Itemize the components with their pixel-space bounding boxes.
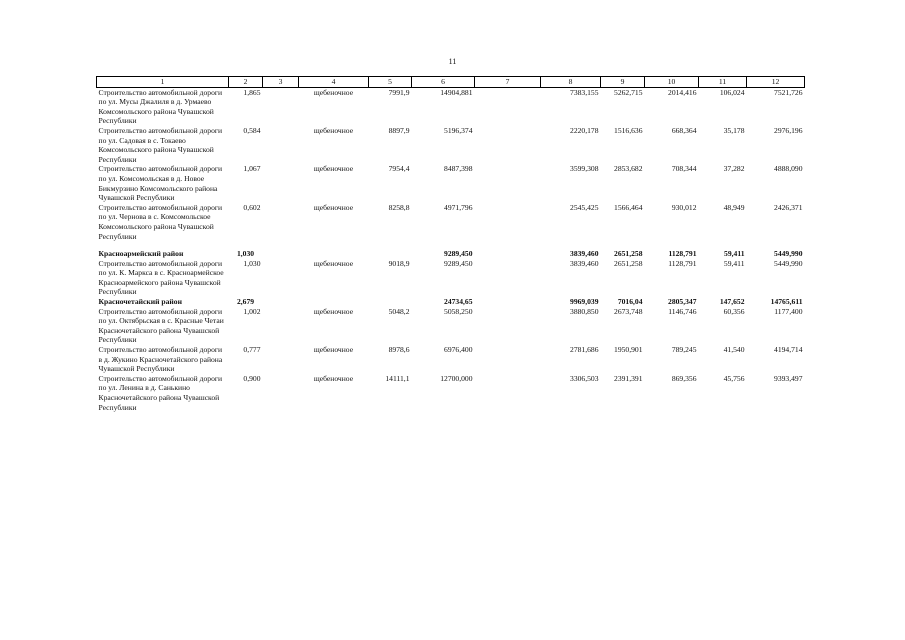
value-cell-col-7 bbox=[475, 307, 541, 345]
value-cell-col-2: 0,602 bbox=[243, 202, 261, 212]
value-cell-col-6: 6976,400 bbox=[444, 345, 473, 355]
table-row bbox=[97, 203, 805, 241]
value-cell-col-11: 147,652 bbox=[719, 297, 745, 307]
value-cell-col-3 bbox=[263, 259, 299, 297]
value-cell-col-4: щебеночное bbox=[313, 87, 354, 97]
value-cell-col-12: 14765,611 bbox=[770, 297, 803, 307]
value-cell-col-9: 2391,391 bbox=[614, 373, 643, 383]
value-cell-col-11: 35,178 bbox=[723, 125, 745, 135]
column-number-header bbox=[97, 77, 805, 88]
value-cell-col-9: 1566,464 bbox=[614, 202, 643, 212]
row-label-cell: Строительство автомобильной дороги по ул. Октябрьская в с. Красные Четаи Красночетайского района Чувашской Республики bbox=[98, 306, 224, 345]
value-cell-col-11 bbox=[699, 241, 747, 249]
value-cell-col-5: 7954,4 bbox=[388, 164, 410, 174]
value-cell-col-8: 3839,460 bbox=[570, 258, 599, 268]
value-cell-col-6: 14904,881 bbox=[440, 87, 473, 97]
value-cell-col-4: щебеночное bbox=[313, 164, 354, 174]
value-cell-col-7 bbox=[475, 374, 541, 412]
value-cell-col-3 bbox=[263, 249, 299, 259]
value-cell-col-8 bbox=[541, 241, 601, 249]
column-header-5: 5 bbox=[369, 77, 412, 88]
value-cell-col-3 bbox=[263, 164, 299, 202]
value-cell-col-11: 37,282 bbox=[723, 164, 745, 174]
district-row bbox=[97, 297, 805, 307]
table-row bbox=[97, 126, 805, 164]
value-cell-col-9 bbox=[601, 241, 645, 249]
value-cell-col-5: 8258,8 bbox=[388, 202, 410, 212]
value-cell-col-6: 4971,796 bbox=[444, 202, 473, 212]
value-cell-col-6 bbox=[412, 241, 475, 249]
value-cell-col-8: 2781,686 bbox=[570, 345, 599, 355]
table-row bbox=[97, 374, 805, 412]
value-cell-col-11: 59,411 bbox=[724, 249, 745, 259]
row-label-cell: Красночетайский район bbox=[98, 297, 182, 307]
value-cell-col-11: 60,356 bbox=[723, 306, 745, 316]
value-cell-col-12: 7521,726 bbox=[774, 87, 803, 97]
value-cell-col-12: 5449,990 bbox=[774, 249, 803, 259]
value-cell-col-3 bbox=[263, 345, 299, 374]
column-header-8: 8 bbox=[541, 77, 601, 88]
value-cell-col-7 bbox=[475, 297, 541, 307]
value-cell-col-5: 8978,6 bbox=[388, 345, 410, 355]
value-cell-col-7 bbox=[475, 203, 541, 241]
value-cell-col-2: 2,679 bbox=[236, 297, 255, 307]
value-cell-col-4 bbox=[299, 297, 369, 307]
value-cell-col-5 bbox=[369, 241, 412, 249]
value-cell-col-5: 14111,1 bbox=[385, 373, 410, 383]
value-cell-col-9: 2651,258 bbox=[614, 249, 643, 259]
value-cell-col-11: 106,024 bbox=[719, 87, 745, 97]
table-row bbox=[97, 259, 805, 297]
value-cell-col-9: 1516,636 bbox=[614, 125, 643, 135]
value-cell-col-9: 2651,258 bbox=[614, 258, 643, 268]
value-cell-col-12: 5449,990 bbox=[774, 258, 803, 268]
value-cell-col-2: 0,584 bbox=[243, 125, 261, 135]
value-cell-col-11: 59,411 bbox=[723, 258, 745, 268]
value-cell-col-3 bbox=[263, 203, 299, 241]
value-cell-col-12: 2426,371 bbox=[774, 202, 803, 212]
value-cell-col-4 bbox=[299, 249, 369, 259]
column-header-3: 3 bbox=[263, 77, 299, 88]
value-cell-col-3 bbox=[263, 374, 299, 412]
value-cell-col-10: 2805,347 bbox=[668, 297, 697, 307]
value-cell-col-9: 7016,04 bbox=[617, 297, 643, 307]
value-cell-col-11: 48,949 bbox=[723, 202, 745, 212]
table-body bbox=[97, 87, 805, 412]
row-label-cell: Строительство автомобильной дороги в д. Жукино Красночетайского района Чувашской Республики bbox=[98, 345, 223, 374]
column-header-6: 6 bbox=[412, 77, 475, 88]
column-header-10: 10 bbox=[645, 77, 699, 88]
row-label-cell: Строительство автомобильной дороги по ул. Комсомольская в д. Новое Бикмурзино Комсомольского района Чувашской Республики bbox=[98, 164, 223, 203]
value-cell-col-6: 9289,450 bbox=[444, 258, 473, 268]
table-row bbox=[97, 345, 805, 374]
value-cell-col-2: 1,030 bbox=[243, 258, 261, 268]
column-header-4: 4 bbox=[299, 77, 369, 88]
value-cell-col-2: 0,900 bbox=[243, 373, 261, 383]
value-cell-col-4 bbox=[299, 241, 369, 249]
column-header-9: 9 bbox=[601, 77, 645, 88]
value-cell-col-5: 5048,2 bbox=[388, 306, 410, 316]
row-label-cell: Красноармейский район bbox=[98, 249, 184, 259]
value-cell-col-8: 3306,503 bbox=[570, 373, 599, 383]
table-row bbox=[97, 87, 805, 126]
value-cell-col-11: 41,540 bbox=[723, 345, 745, 355]
value-cell-col-12: 4888,090 bbox=[774, 164, 803, 174]
spacer-row bbox=[97, 241, 805, 249]
value-cell-col-10: 708,344 bbox=[671, 164, 697, 174]
table-row bbox=[97, 164, 805, 202]
value-cell-col-6: 8487,398 bbox=[444, 164, 473, 174]
value-cell-col-6: 12700,000 bbox=[440, 373, 473, 383]
page-number: 11 bbox=[448, 57, 457, 66]
value-cell-col-12: 2976,196 bbox=[774, 125, 803, 135]
value-cell-col-4: щебеночное bbox=[313, 345, 354, 355]
row-label-cell: Строительство автомобильной дороги по ул. Мусы Джалиля в д. Урмаево Комсомольского района Чувашской Республики bbox=[98, 87, 223, 126]
value-cell-col-9: 5262,715 bbox=[614, 87, 643, 97]
value-cell-col-2: 1,865 bbox=[243, 87, 261, 97]
value-cell-col-3 bbox=[263, 126, 299, 164]
value-cell-col-7 bbox=[475, 259, 541, 297]
district-row bbox=[97, 249, 805, 259]
value-cell-col-6: 5196,374 bbox=[444, 125, 473, 135]
value-cell-col-12: 9393,497 bbox=[774, 373, 803, 383]
column-header-11: 11 bbox=[699, 77, 747, 88]
value-cell-col-11: 45,756 bbox=[723, 373, 745, 383]
value-cell-col-5 bbox=[369, 297, 412, 307]
value-cell-col-4: щебеночное bbox=[313, 258, 354, 268]
value-cell-col-7 bbox=[475, 241, 541, 249]
value-cell-col-8: 9969,039 bbox=[570, 297, 599, 307]
value-cell-col-7 bbox=[475, 87, 541, 126]
value-cell-col-2: 1,002 bbox=[243, 306, 261, 316]
value-cell-col-4: щебеночное bbox=[313, 125, 354, 135]
value-cell-col-7 bbox=[475, 126, 541, 164]
column-header-7: 7 bbox=[475, 77, 541, 88]
row-label-cell: Строительство автомобильной дороги по ул. Садовая в с. Токаево Комсомольского района Чувашской Республики bbox=[98, 125, 223, 164]
value-cell-col-2 bbox=[229, 241, 263, 249]
value-cell-col-7 bbox=[475, 249, 541, 259]
value-cell-col-9: 1950,901 bbox=[614, 345, 643, 355]
value-cell-col-5 bbox=[369, 249, 412, 259]
value-cell-col-10: 668,364 bbox=[671, 125, 697, 135]
value-cell-col-6: 9289,450 bbox=[444, 249, 473, 259]
value-cell-col-3 bbox=[263, 241, 299, 249]
value-cell-col-5: 7991,9 bbox=[388, 87, 410, 97]
column-header-12: 12 bbox=[747, 77, 805, 88]
value-cell-col-9: 2853,682 bbox=[614, 164, 643, 174]
row-label-cell: Строительство автомобильной дороги по ул. Ленина в д. Санькино Красночетайского района Чувашской Республики bbox=[98, 373, 223, 412]
value-cell-col-10: 789,245 bbox=[671, 345, 697, 355]
value-cell-col-8: 3839,460 bbox=[570, 249, 599, 259]
value-cell-col-10: 1128,791 bbox=[668, 258, 697, 268]
value-cell-col-7 bbox=[475, 164, 541, 202]
value-cell-col-6: 24734,65 bbox=[444, 297, 473, 307]
value-cell-col-10: 869,356 bbox=[671, 373, 697, 383]
value-cell-col-2: 0,777 bbox=[243, 345, 261, 355]
value-cell-col-3 bbox=[263, 87, 299, 126]
value-cell-col-9: 2673,748 bbox=[614, 306, 643, 316]
value-cell-col-8: 2545,425 bbox=[570, 202, 599, 212]
value-cell-col-3 bbox=[263, 297, 299, 307]
value-cell-col-7 bbox=[475, 345, 541, 374]
value-cell-col-2: 1,067 bbox=[243, 164, 261, 174]
row-label-cell bbox=[97, 241, 229, 249]
value-cell-col-12: 4194,714 bbox=[774, 345, 803, 355]
value-cell-col-5: 8897,9 bbox=[388, 125, 410, 135]
value-cell-col-10: 2014,416 bbox=[668, 87, 697, 97]
value-cell-col-10: 930,012 bbox=[671, 202, 697, 212]
table-row bbox=[97, 307, 805, 345]
value-cell-col-2: 1,030 bbox=[236, 249, 255, 259]
value-cell-col-3 bbox=[263, 307, 299, 345]
column-header-2: 2 bbox=[229, 77, 263, 88]
value-cell-col-4: щебеночное bbox=[313, 306, 354, 316]
value-cell-col-10: 1128,791 bbox=[668, 249, 697, 259]
value-cell-col-5: 9018,9 bbox=[388, 258, 410, 268]
value-cell-col-10 bbox=[645, 241, 699, 249]
column-header-1: 1 bbox=[97, 77, 229, 88]
value-cell-col-6: 5058,250 bbox=[444, 306, 473, 316]
header-row bbox=[97, 77, 805, 88]
value-cell-col-4: щебеночное bbox=[313, 373, 354, 383]
row-label-cell: Строительство автомобильной дороги по ул. Чернова в с. Комсомольское Комсомольского района Чувашской Республики bbox=[98, 202, 223, 241]
value-cell-col-8: 3880,850 bbox=[570, 306, 599, 316]
value-cell-col-8: 3599,308 bbox=[570, 164, 599, 174]
value-cell-col-10: 1146,746 bbox=[668, 306, 697, 316]
value-cell-col-4: щебеночное bbox=[313, 202, 354, 212]
value-cell-col-12: 1177,400 bbox=[774, 306, 803, 316]
value-cell-col-8: 2220,178 bbox=[570, 125, 599, 135]
value-cell-col-8: 7383,155 bbox=[570, 87, 599, 97]
value-cell-col-12 bbox=[747, 241, 805, 249]
road-construction-table bbox=[96, 76, 805, 412]
row-label-cell: Строительство автомобильной дороги по ул. К. Маркса в с. Красноармейское Красноармейского района Чувашской Республики bbox=[98, 258, 224, 297]
